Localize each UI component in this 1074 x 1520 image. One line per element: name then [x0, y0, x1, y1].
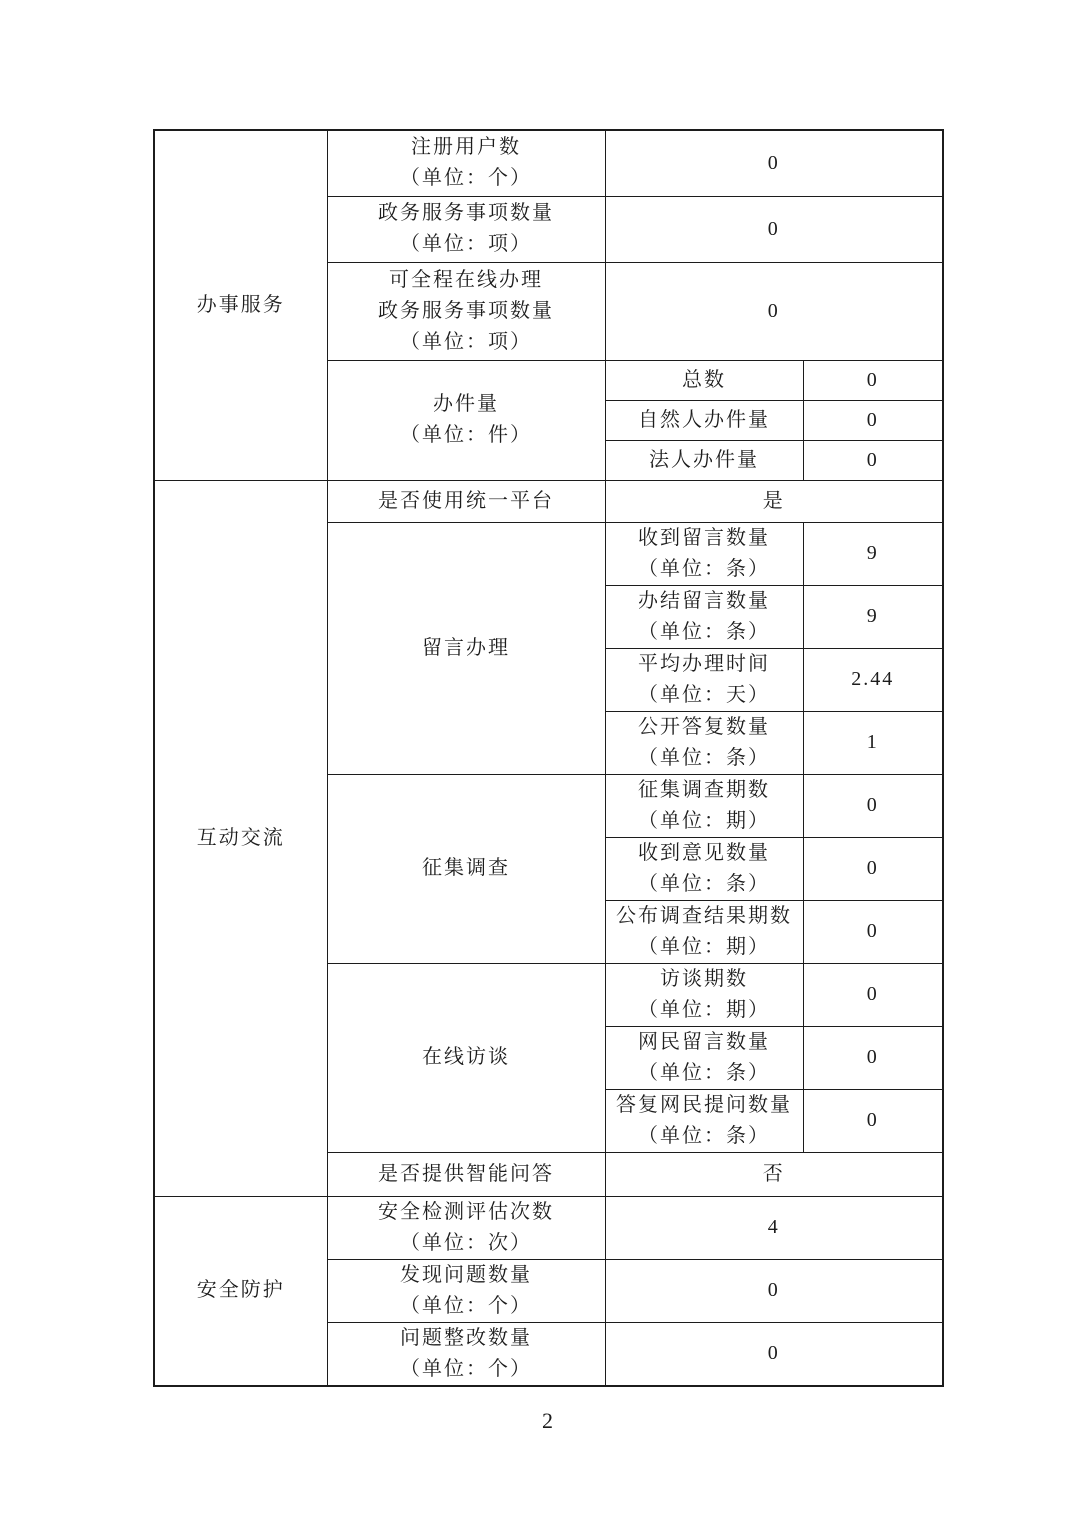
category-cell-services [154, 130, 327, 480]
metric-unit: （单位：期） [638, 809, 770, 832]
metric-name: 发现问题数量 [400, 1263, 532, 1286]
label-cell-problems-fixed [327, 1322, 605, 1386]
group-cell-volume [327, 360, 605, 480]
value-cell-assessments: 4 [605, 1196, 943, 1259]
metric-unit: （单位：期） [638, 998, 770, 1021]
group-cell-interviews: 在线访谈 [327, 963, 605, 1152]
sublabel-cell-interviews-citizen-messages [605, 1026, 803, 1089]
value-cell-messages-public-replies: 1 [803, 711, 943, 774]
sublabel-cell-surveys-results [605, 900, 803, 963]
metric-name: 征集调查期数 [638, 778, 770, 801]
value-cell-interviews-replies: 0 [803, 1089, 943, 1152]
metric-name: 网民留言数量 [638, 1030, 770, 1053]
value-cell-messages-received: 9 [803, 522, 943, 585]
metric-name: 公布调查结果期数 [616, 904, 792, 927]
value-cell-surveys-results: 0 [803, 900, 943, 963]
metric-unit: （单位：条） [638, 746, 770, 769]
sublabel-cell-surveys-opinions [605, 837, 803, 900]
metric-name: 公开答复数量 [638, 715, 770, 738]
metric-unit: （单位：项） [400, 233, 532, 255]
value-cell-volume-legal-person: 0 [803, 440, 943, 480]
sublabel-cell-volume-natural-person: 自然人办件量 [605, 400, 803, 440]
metric-unit: （单位：天） [638, 683, 770, 706]
value-cell-messages-completed: 9 [803, 585, 943, 648]
category-label-security: 安全防护 [196, 1279, 285, 1301]
sublabel-cell-interviews-replies [605, 1089, 803, 1152]
value-cell-volume-total: 0 [803, 360, 943, 400]
table-row [154, 480, 943, 522]
sublabel-cell-messages-avg-time [605, 648, 803, 711]
label-cell-online-items [327, 262, 605, 360]
metric-name: 访谈期数 [660, 967, 748, 990]
metric-unit: （单位：次） [400, 1231, 532, 1254]
metric-name: 可全程在线办理 [389, 268, 543, 291]
metric-unit: （单位：期） [638, 935, 770, 958]
metric-unit: （单位：件） [400, 424, 532, 446]
value-cell-problems-fixed: 0 [605, 1322, 943, 1386]
page-number: 2 [542, 1408, 553, 1433]
value-cell-volume-natural-person: 0 [803, 400, 943, 440]
sublabel-cell-volume-total: 总数 [605, 360, 803, 400]
metric-name: 政务服务事项数量 [378, 299, 554, 322]
metric-name: 安全检测评估次数 [378, 1200, 554, 1223]
metric-unit: （单位：个） [400, 1357, 532, 1380]
group-cell-messages: 留言办理 [327, 522, 605, 774]
category-cell-interaction [154, 480, 327, 1196]
value-cell-smart-qa: 否 [605, 1152, 943, 1196]
label-cell-assessments [327, 1196, 605, 1259]
metric-unit: （单位：个） [400, 167, 532, 190]
sublabel-cell-volume-legal-person: 法人办件量 [605, 440, 803, 480]
sublabel-cell-interviews-periods [605, 963, 803, 1026]
label-cell-smart-qa: 是否提供智能问答 [327, 1152, 605, 1196]
value-cell-problems-found: 0 [605, 1259, 943, 1322]
metric-name: 政务服务事项数量 [378, 202, 554, 224]
group-cell-surveys: 征集调查 [327, 774, 605, 963]
sublabel-cell-messages-public-replies [605, 711, 803, 774]
metric-name: 办件量 [433, 393, 499, 415]
sublabel-cell-surveys-periods [605, 774, 803, 837]
metric-name: 收到留言数量 [638, 526, 770, 549]
value-cell-surveys-periods: 0 [803, 774, 943, 837]
category-cell-security [154, 1196, 327, 1386]
value-cell-unified-platform: 是 [605, 480, 943, 522]
label-cell-registered-users [327, 130, 605, 196]
value-cell-interviews-citizen-messages: 0 [803, 1026, 943, 1089]
value-cell-registered-users: 0 [605, 130, 943, 196]
label-cell-service-items [327, 196, 605, 262]
metric-unit: （单位：条） [638, 557, 770, 580]
metric-name: 问题整改数量 [400, 1326, 532, 1349]
metric-name: 注册用户数 [411, 136, 521, 159]
value-cell-surveys-opinions: 0 [803, 837, 943, 900]
label-cell-unified-platform: 是否使用统一平台 [327, 480, 605, 522]
metric-name: 平均办理时间 [638, 652, 770, 675]
sublabel-cell-messages-completed [605, 585, 803, 648]
table-row [154, 1196, 943, 1259]
metric-name: 办结留言数量 [638, 589, 770, 612]
value-cell-messages-avg-time: 2.44 [803, 648, 943, 711]
metric-unit: （单位：个） [400, 1294, 532, 1317]
metric-unit: （单位：项） [400, 330, 532, 353]
metric-unit: （单位：条） [638, 1061, 770, 1084]
value-cell-interviews-periods: 0 [803, 963, 943, 1026]
value-cell-online-items: 0 [605, 262, 943, 360]
label-cell-problems-found [327, 1259, 605, 1322]
metric-unit: （单位：条） [638, 872, 770, 895]
government-service-report-table [153, 129, 944, 1387]
category-label-interaction: 互动交流 [196, 826, 285, 849]
metric-name: 收到意见数量 [638, 841, 770, 864]
metric-unit: （单位：条） [638, 1124, 770, 1147]
value-cell-service-items: 0 [605, 196, 943, 262]
table-row [154, 130, 943, 196]
metric-name: 答复网民提问数量 [616, 1093, 792, 1116]
sublabel-cell-messages-received [605, 522, 803, 585]
metric-unit: （单位：条） [638, 620, 770, 643]
category-label-services: 办事服务 [196, 293, 285, 316]
